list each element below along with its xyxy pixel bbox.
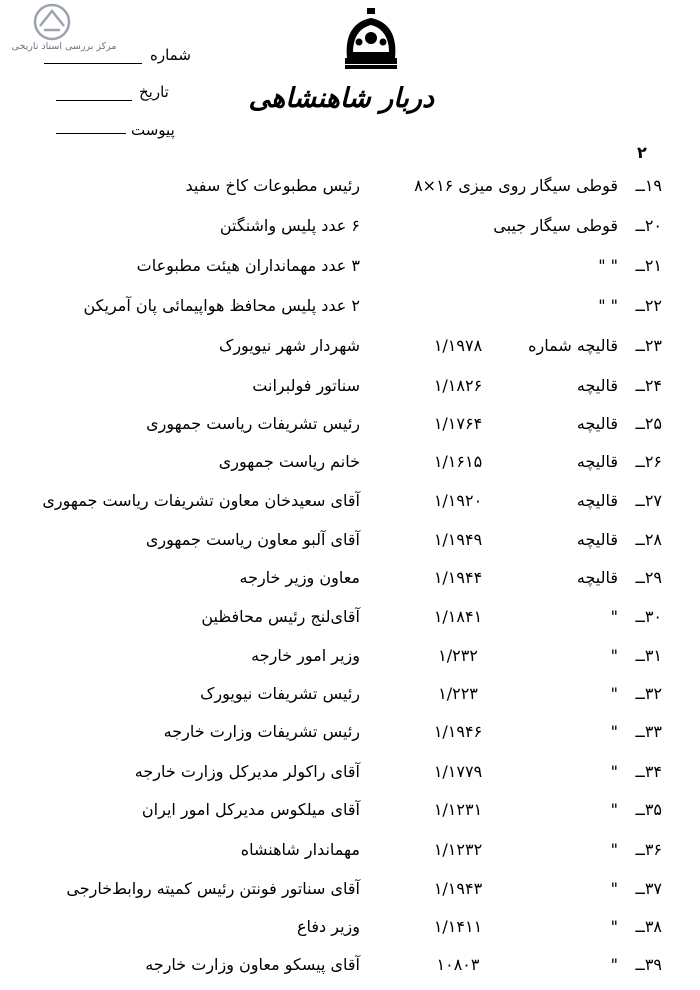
catalog-code: ۱/۱۸۲۶ (433, 376, 483, 395)
field-line-date (56, 99, 132, 101)
catalog-code: ۱/۱۸۴۱ (433, 607, 483, 626)
list-item (0, 607, 700, 637)
field-line-number (44, 62, 142, 64)
recipient: وزیر امور خارجه (251, 646, 360, 665)
recipient: وزیر دفاع (296, 917, 360, 936)
gift-item: " (610, 646, 618, 665)
catalog-code: ۱/۱۹۴۳ (433, 879, 483, 898)
page-number: ۲ (637, 143, 647, 162)
row-number: ۳۲ــ (635, 684, 662, 703)
list-item (0, 722, 700, 752)
gift-item: " (610, 955, 618, 974)
row-number: ۲۰ــ (635, 216, 662, 235)
gift-item: قالیچه (576, 491, 618, 510)
recipient: رئیس تشریفات وزارت خارجه (163, 722, 360, 741)
row-number: ۲۴ــ (635, 376, 662, 395)
gift-item: قالیچه (576, 568, 618, 587)
row-number: ۲۳ــ (635, 336, 662, 355)
recipient: ۶ عدد پلیس واشنگتن (219, 216, 360, 235)
recipient: آقای میلکوس مدیرکل امور ایران (141, 800, 360, 819)
list-item (0, 491, 700, 521)
gift-item: " (610, 684, 618, 703)
list-item (0, 762, 700, 792)
recipient: رئیس مطبوعات کاخ سفید (185, 176, 360, 195)
row-number: ۲۷ــ (635, 491, 662, 510)
recipient: ۳ عدد مهمانداران هیئت مطبوعات (136, 256, 360, 275)
catalog-code: ۱۰۸۰۳ (436, 955, 480, 974)
gift-item: قالیچه (576, 376, 618, 395)
recipient: معاون وزیر خارجه (239, 568, 360, 587)
recipient: مهماندار شاهنشاه (240, 840, 360, 859)
recipient: رئیس تشریفات نیویورک (200, 684, 360, 703)
list-item (0, 176, 700, 206)
row-number: ۳۸ــ (635, 917, 662, 936)
crown-emblem (341, 8, 401, 70)
list-item (0, 256, 700, 286)
field-label-date: تاریخ (139, 83, 169, 101)
gift-item: " (610, 722, 618, 741)
field-line-attachment (56, 132, 126, 134)
row-number: ۳۱ــ (635, 646, 662, 665)
row-number: ۲۱ــ (635, 256, 662, 275)
list-item (0, 684, 700, 714)
catalog-code: ۱/۱۹۲۰ (433, 491, 483, 510)
catalog-code: ۱/۱۶۱۵ (433, 452, 483, 471)
recipient: آقای آلبو معاون ریاست جمهوری (145, 530, 360, 549)
list-item (0, 955, 700, 985)
row-number: ۳۰ــ (635, 607, 662, 626)
court-title: دربار شاهنشاهی (248, 83, 434, 114)
catalog-code: ۱/۱۷۷۹ (433, 762, 483, 781)
catalog-code: ۱/۲۲۳ (438, 684, 478, 703)
archive-watermark-text: مرکز بررسی اسناد تاریخی (11, 41, 117, 52)
catalog-code: ۱/۲۳۲ (438, 646, 478, 665)
field-label-attachment: پیوست (131, 121, 175, 139)
list-item (0, 414, 700, 444)
row-number: ۲۸ــ (635, 530, 662, 549)
gift-item: " (610, 800, 618, 819)
list-item (0, 917, 700, 947)
recipient: سناتور فولبرانت (252, 376, 360, 395)
row-number: ۳۷ــ (635, 879, 662, 898)
gift-item: " (610, 879, 618, 898)
field-label-number: شماره (150, 46, 191, 64)
row-number: ۱۹ــ (635, 176, 662, 195)
gift-item: " " (598, 296, 618, 315)
list-item (0, 568, 700, 598)
catalog-code: ۱/۱۷۶۴ (433, 414, 483, 433)
row-number: ۲۹ــ (635, 568, 662, 587)
list-item (0, 646, 700, 676)
recipient: خانم ریاست جمهوری (218, 452, 360, 471)
row-number: ۳۳ــ (635, 722, 662, 741)
recipient: آقای سناتور فونتن رئیس کمیته روابط‌خارجی (66, 879, 360, 898)
list-item (0, 840, 700, 870)
recipient: آقای پیسکو معاون وزارت خارجه (145, 955, 360, 974)
list-item (0, 879, 700, 909)
catalog-code: ۱/۱۹۴۹ (433, 530, 483, 549)
row-number: ۳۵ــ (635, 800, 662, 819)
catalog-code: ۱/۱۹۴۶ (433, 722, 483, 741)
catalog-code: ۱/۱۲۳۱ (433, 800, 483, 819)
row-number: ۳۴ــ (635, 762, 662, 781)
gift-item: " (610, 917, 618, 936)
row-number: ۳۹ــ (635, 955, 662, 974)
recipient: شهردار شهر نیویورک (219, 336, 360, 355)
row-number: ۳۶ــ (635, 840, 662, 859)
list-item (0, 216, 700, 246)
recipient: رئیس تشریفات ریاست جمهوری (146, 414, 360, 433)
row-number: ۲۶ــ (635, 452, 662, 471)
recipient: آقای راکولر مدیرکل وزارت خارجه (134, 762, 360, 781)
gift-item: " (610, 607, 618, 626)
gift-item: قالیچه شماره (528, 336, 618, 355)
list-item (0, 530, 700, 560)
list-item (0, 296, 700, 326)
catalog-code: ۱/۱۹۷۸ (433, 336, 483, 355)
gift-item: " (610, 840, 618, 859)
gift-item: " " (598, 256, 618, 275)
row-number: ۲۲ــ (635, 296, 662, 315)
catalog-code: ۱/۱۲۳۲ (433, 840, 483, 859)
catalog-code: ۱/۱۴۱۱ (433, 917, 483, 936)
gift-item: " (610, 762, 618, 781)
list-item (0, 452, 700, 482)
recipient: آقای سعیدخان معاون تشریفات ریاست جمهوری (42, 491, 360, 510)
catalog-code: ۱/۱۹۴۴ (433, 568, 483, 587)
gift-item: قالیچه (576, 452, 618, 471)
list-item (0, 336, 700, 366)
list-item (0, 376, 700, 406)
recipient: ۲ عدد پلیس محافظ هواپیمائی پان آمریکن (83, 296, 360, 315)
gift-item: قالیچه (576, 414, 618, 433)
list-item (0, 800, 700, 830)
gift-item: قوطی سیگار روی میزی ۱۶×۸ (414, 176, 618, 195)
gift-item: قوطی سیگار جیبی (493, 216, 618, 235)
archive-logo (30, 3, 74, 41)
row-number: ۲۵ــ (635, 414, 662, 433)
gift-item: قالیچه (576, 530, 618, 549)
recipient: آقای‌لنج رئیس محافظین (201, 607, 360, 626)
